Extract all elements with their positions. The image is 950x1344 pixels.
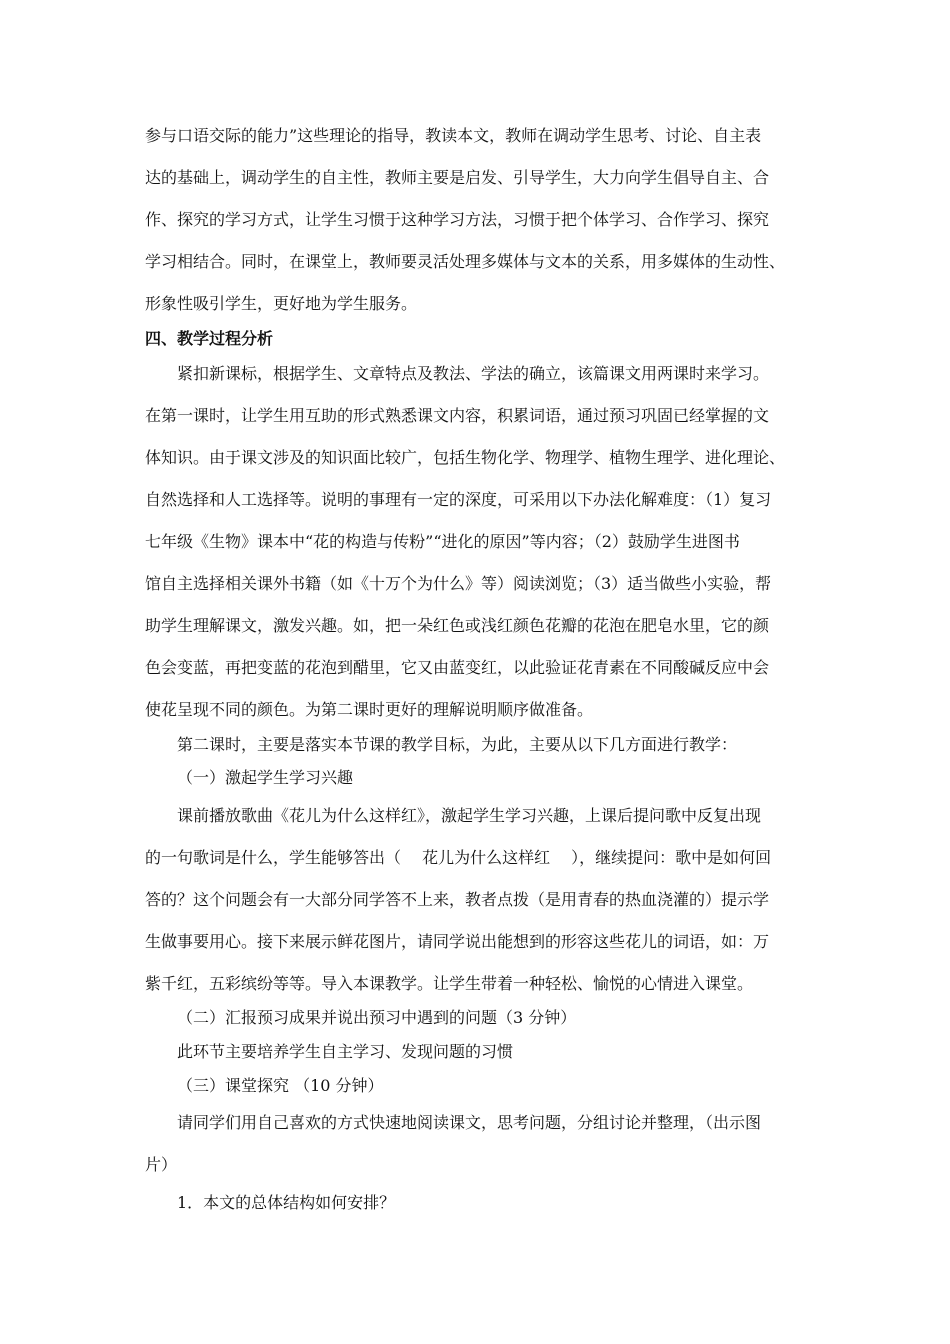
paragraph-line: 紫千红，五彩缤纷等等。导入本课教学。让学生带着一种轻松、愉悦的心情进入课堂。 — [145, 974, 754, 993]
paragraph-line: 七年级《生物》课本中“花的构造与传粉”“进化的原因”等内容；（2）鼓励学生进图书 — [145, 532, 740, 551]
paragraph-line: 助学生理解课文，激发兴趣。如，把一朵红色或浅红颜色花瓣的花泡在肥皂水里，它的颜 — [145, 616, 770, 635]
paragraph-line: 色会变蓝，再把变蓝的花泡到醋里，它又由蓝变红，以此验证花青素在不同酸碱反应中会 — [145, 658, 770, 677]
paragraph-line: 第二课时，主要是落实本节课的教学目标，为此，主要从以下几方面进行教学： — [177, 735, 738, 754]
paragraph-line: 生做事要用心。接下来展示鲜花图片，请同学说出能想到的形容这些花儿的词语，如：万 — [145, 932, 770, 951]
paragraph-line: 学习相结合。同时，在课堂上，教师要灵活处理多媒体与文本的关系，用多媒体的生动性、 — [145, 252, 786, 271]
subsection-title: （二）汇报预习成果并说出预习中遇到的问题（3 分钟） — [177, 1008, 577, 1027]
paragraph-line: 参与口语交际的能力”这些理论的指导，教读本文，教师在调动学生思考、讨论、自主表 — [145, 126, 762, 145]
paragraph-line: 紧扣新课标，根据学生、文章特点及教法、学法的确立，该篇课文用两课时来学习。 — [177, 364, 770, 383]
paragraph-line: 在第一课时，让学生用互助的形式熟悉课文内容，积累词语，通过预习巩固已经掌握的文 — [145, 406, 770, 425]
paragraph-line: 作、探究的学习方式，让学生习惯于这种学习方法，习惯于把个体学习、合作学习、探究 — [145, 210, 770, 229]
paragraph-line: 答的？这个问题会有一大部分同学答不上来，教者点拨（是用青春的热血浇灌的）提示学 — [145, 890, 770, 909]
paragraph-line: 达的基础上，调动学生的自主性，教师主要是启发、引导学生，大力向学生倡导自主、合 — [145, 168, 770, 187]
paragraph-line: 片） — [145, 1155, 178, 1174]
question-item: 1．本文的总体结构如何安排？ — [177, 1193, 396, 1212]
paragraph-line: 使花呈现不同的颜色。为第二课时更好的理解说明顺序做准备。 — [145, 700, 594, 719]
paragraph-line: 形象性吸引学生，更好地为学生服务。 — [145, 294, 418, 313]
paragraph-line: 的一句歌词是什么，学生能够答出（ 花儿为什么这样红 ），继续提问：歌中是如何回 — [145, 848, 772, 867]
subsection-title: （一）激起学生学习兴趣 — [177, 768, 354, 787]
section-heading: 四、教学过程分析 — [145, 329, 274, 348]
paragraph-line: 课前播放歌曲《花儿为什么这样红》，激起学生学习兴趣，上课后提问歌中反复出现 — [177, 806, 762, 825]
paragraph-line: 请同学们用自己喜欢的方式快速地阅读课文，思考问题，分组讨论并整理，（出示图 — [177, 1113, 762, 1132]
paragraph-line: 馆自主选择相关课外书籍（如《十万个为什么》等）阅读浏览；（3）适当做些小实验，帮 — [145, 574, 772, 593]
paragraph-line: 此环节主要培养学生自主学习、发现问题的习惯 — [177, 1042, 514, 1061]
paragraph-line: 体知识。由于课文涉及的知识面比较广，包括生物化学、物理学、植物生理学、进化理论、 — [145, 448, 786, 467]
paragraph-line: 自然选择和人工选择等。说明的事理有一定的深度，可采用以下办法化解难度：（1）复习 — [145, 490, 772, 509]
subsection-title: （三）课堂探究 （10 分钟） — [177, 1076, 384, 1095]
